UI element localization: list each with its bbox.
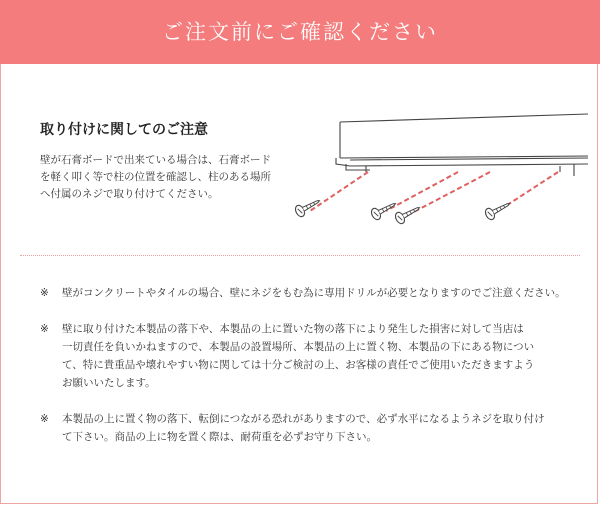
note-line: 壁に取り付けた本製品の落下や、本製品の上に置いた物の落下により発生した損害に対して当店は — [62, 323, 524, 335]
note-line: て、特に貴重品や壊れやすい物に関しては十分ご検討の上、お客様の責任でご使用いただきますよう — [62, 359, 535, 371]
note-text — [62, 410, 582, 446]
screw-icon — [370, 198, 399, 221]
note-mark: ※ — [40, 287, 49, 299]
guide-dashes — [310, 172, 558, 215]
note-line: 一切責任を負いかねますので、本製品の設置場所、本製品の上に置く物、本製品の下にある物につい — [62, 341, 535, 353]
note-mark: ※ — [40, 413, 49, 425]
section-body-line: へ付属のネジで取り付けてください。 — [40, 188, 219, 200]
screw-icon — [484, 198, 513, 221]
section-title: 取り付けに関してのご注意 — [40, 122, 208, 138]
note-mark: ※ — [40, 323, 49, 335]
note-line: 壁がコンクリートやタイルの場合、壁にネジをもむ為に専用ドリルが必要となりますのでご注意ください。 — [62, 287, 566, 299]
note-text — [62, 284, 582, 302]
note-line: 本製品の上に置く物の落下、転倒につながる恐れがありますので、必ず水平になるようネジを取り付け — [62, 413, 545, 425]
section-body-line: を軽く叩く等で柱の位置を確認し、柱のある場所 — [40, 171, 271, 183]
section-body-line: 壁が石膏ボードで出来ている場合は、石膏ボード — [40, 154, 271, 166]
note-line: お願いいたします。 — [62, 377, 156, 389]
shelf-icon — [336, 114, 588, 176]
page-title: ご注文前にご確認ください — [162, 20, 438, 44]
note-text — [62, 320, 582, 392]
note-line: て下さい。商品の上に物を置く際は、耐荷重を必ずお守り下さい。 — [62, 431, 377, 443]
screw-icon — [394, 202, 423, 225]
shelf-mounting-illustration — [288, 108, 588, 238]
section-divider — [20, 255, 580, 256]
